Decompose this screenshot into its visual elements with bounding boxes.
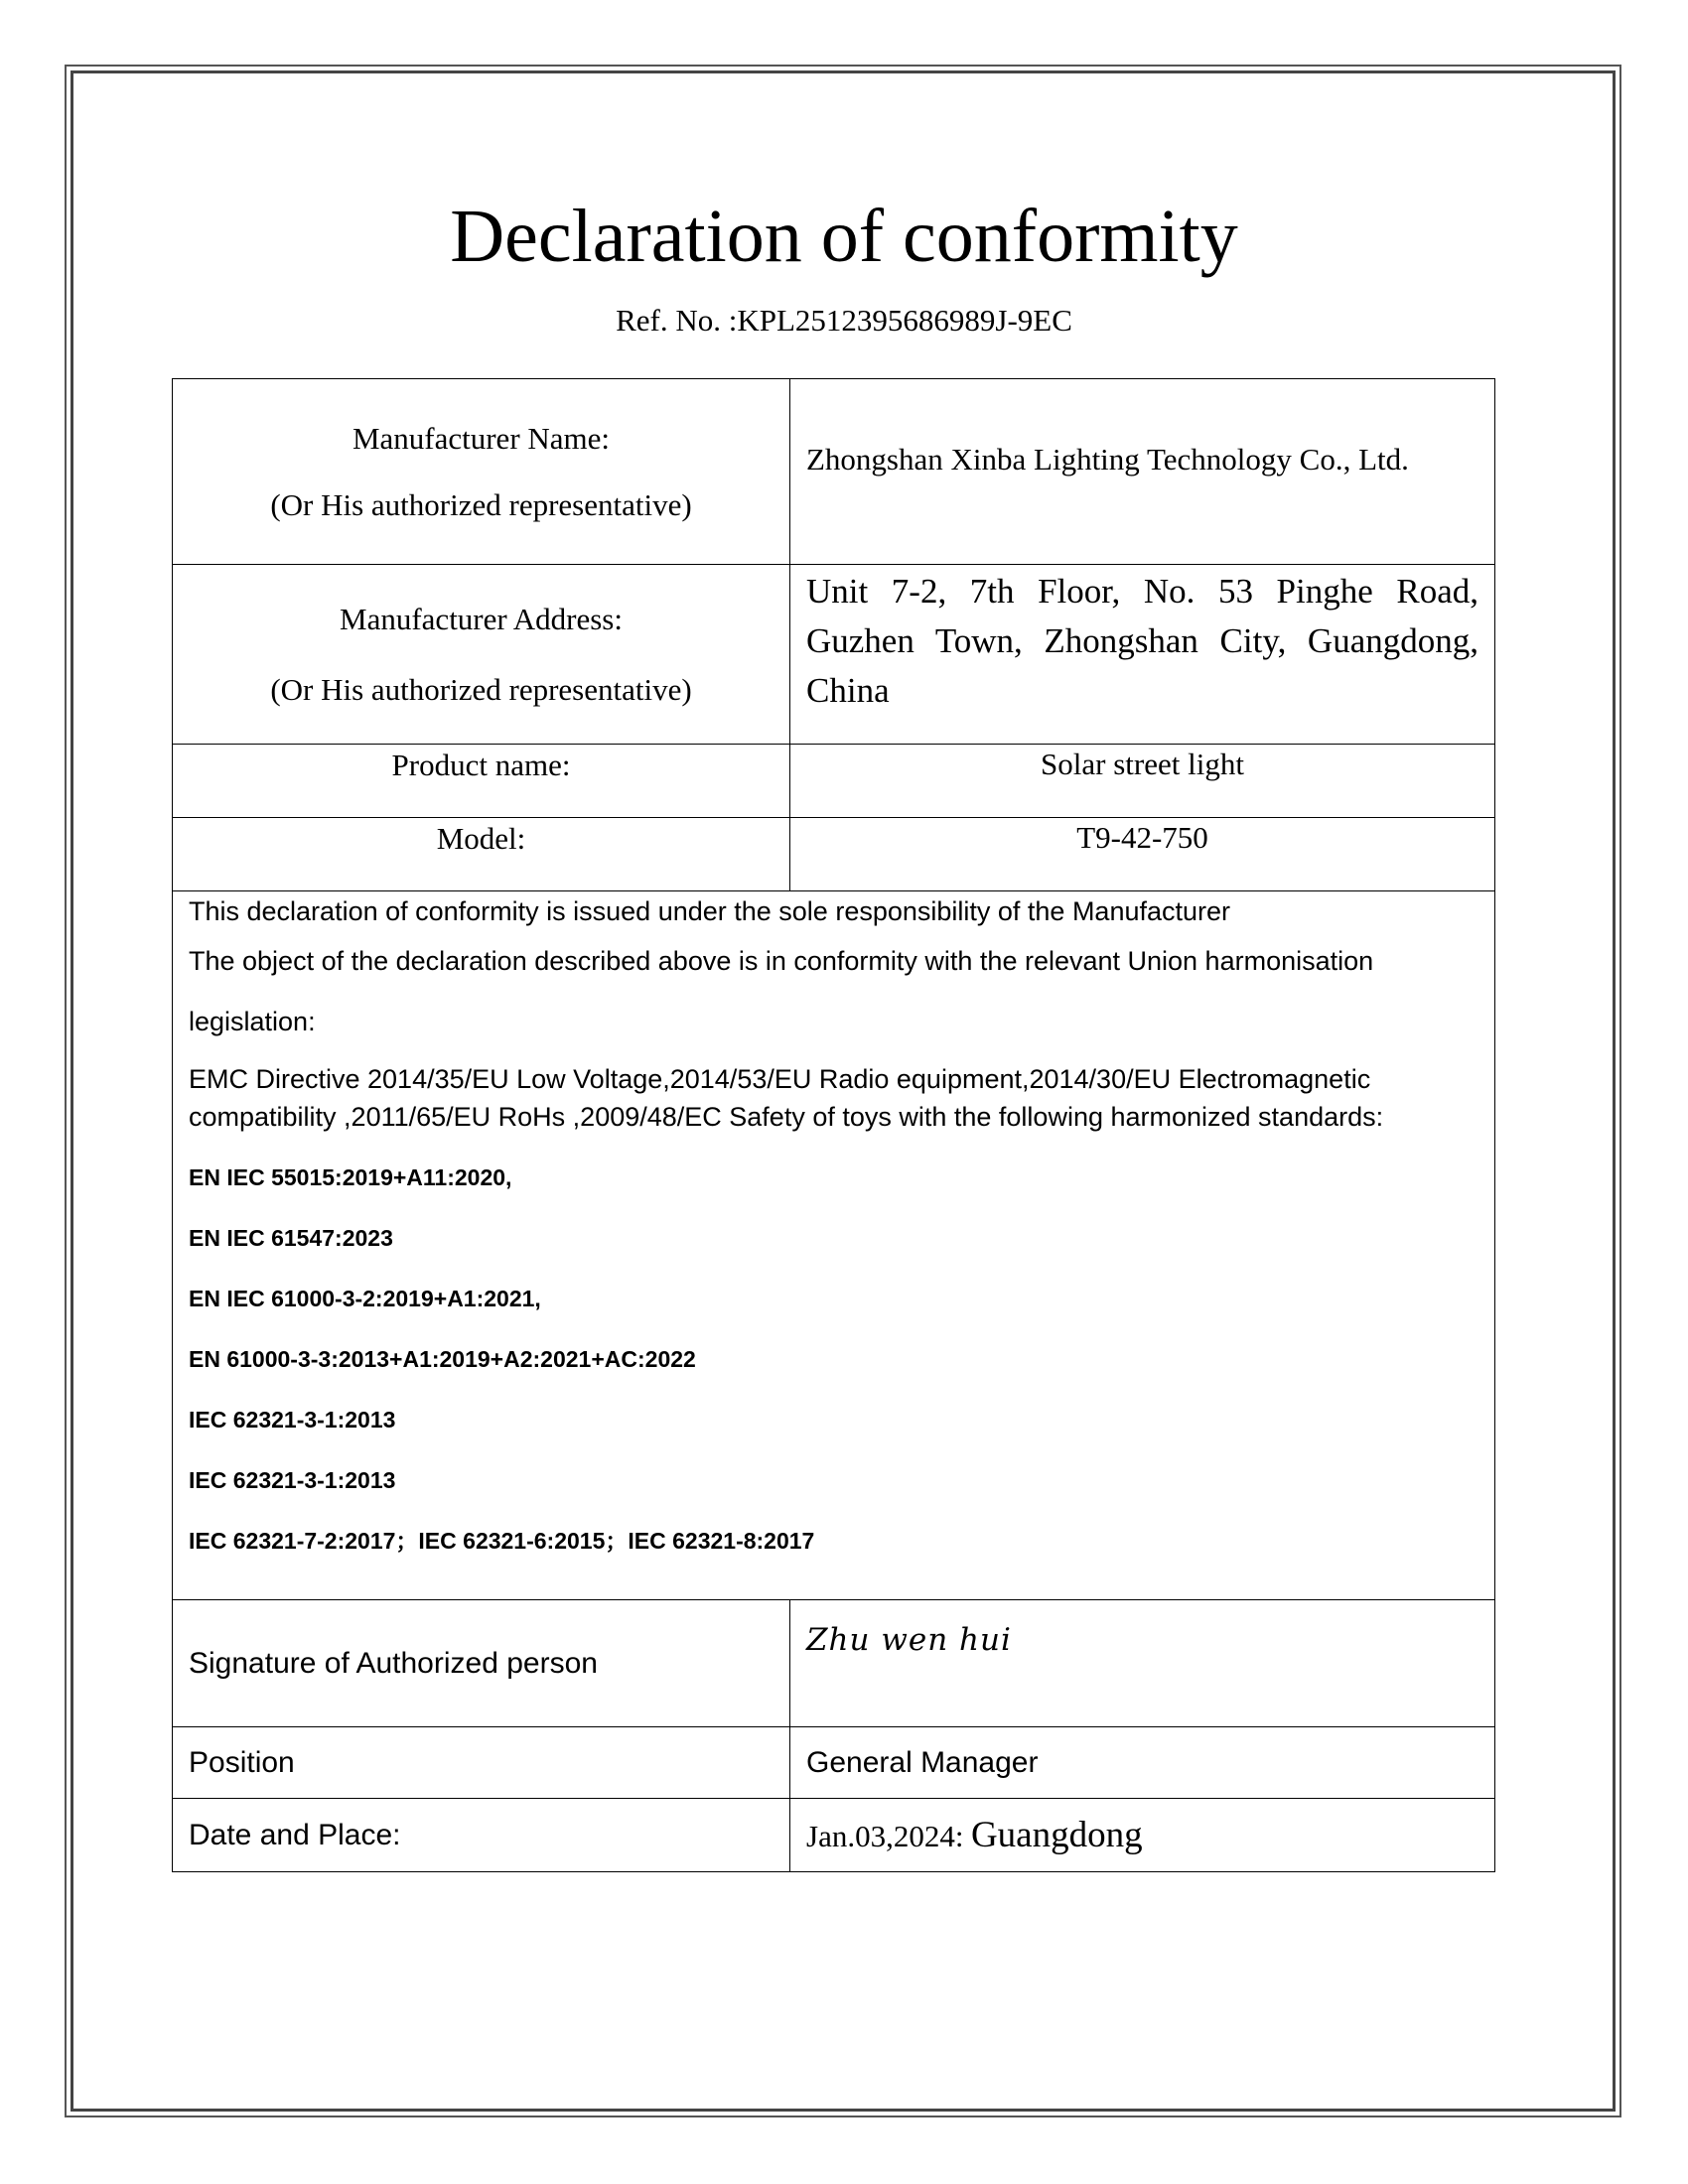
manufacturer-address-row: [173, 565, 1495, 745]
manufacturer-name-value: Zhongshan Xinba Lighting Technology Co., Ltd.: [790, 379, 1495, 565]
signature-label: Signature of Authorized person: [173, 1600, 790, 1727]
declaration-body-row: [173, 891, 1495, 1600]
manufacturer-address-value: Unit 7-2, 7th Floor, No. 53 Pinghe Road, Guzhen Town, Zhongshan City, Guangdong, China: [790, 565, 1495, 745]
conformity-statement: The object of the declaration described above is in conformity with the relevant Union harmonisation: [189, 946, 1374, 976]
date-place-row: [173, 1799, 1495, 1872]
manufacturer-name-row: [173, 379, 1495, 565]
model-value: T9-42-750: [790, 818, 1495, 891]
product-name-row: [173, 745, 1495, 818]
date-place-value: [790, 1799, 1495, 1872]
place-value: Guangdong: [970, 1815, 1143, 1855]
handwritten-signature: Zhu wen hui: [806, 1622, 1012, 1658]
date-place-label: Date and Place:: [173, 1799, 790, 1872]
signature-row: [173, 1600, 1495, 1727]
position-value: General Manager: [790, 1727, 1495, 1799]
authorized-rep-label: (Or His authorized representative): [270, 672, 692, 707]
standard-item: EN IEC 61547:2023: [189, 1225, 393, 1251]
product-name-label: Product name:: [173, 745, 790, 818]
date-value: Jan.03,2024:: [806, 1819, 964, 1853]
standard-item: IEC 62321-7-2:2017；IEC 62321-6:2015；IEC 62321-8:2017: [189, 1528, 815, 1554]
declaration-table: [172, 378, 1495, 1872]
model-label: Model:: [173, 818, 790, 891]
position-label: Position: [173, 1727, 790, 1799]
standard-item: EN 61000-3-3:2013+A1:2019+A2:2021+AC:2022: [189, 1346, 696, 1372]
ref-label: Ref. No. :: [616, 303, 738, 338]
reference-number: [0, 303, 1688, 339]
document-title: Declaration of conformity: [450, 195, 1238, 278]
manufacturer-name-label-cell: [173, 379, 790, 565]
authorized-rep-label: (Or His authorized representative): [270, 487, 692, 522]
standard-item: EN IEC 61000-3-2:2019+A1:2021,: [189, 1286, 541, 1311]
standard-item: IEC 62321-3-1:2013: [189, 1407, 396, 1433]
product-name-value: Solar street light: [790, 745, 1495, 818]
position-row: [173, 1727, 1495, 1799]
ref-value: KPL2512395686989J-9EC: [737, 303, 1072, 338]
signature-cell: [790, 1600, 1495, 1727]
model-row: [173, 818, 1495, 891]
manufacturer-address-label-cell: [173, 565, 790, 745]
standard-item: EN IEC 55015:2019+A11:2020,: [189, 1164, 512, 1190]
standard-item: IEC 62321-3-1:2013: [189, 1467, 396, 1493]
directives-list: EMC Directive 2014/35/EU Low Voltage,2014/53/EU Radio equipment,2014/30/EU Electromagnetic compatibility ,2011/65/EU RoHs ,2009/48/EC Safety of toys with the following harmonized standards:: [189, 1064, 1384, 1132]
responsibility-statement: This declaration of conformity is issued under the sole responsibility of the Manufacturer: [189, 896, 1231, 926]
manufacturer-address-label: Manufacturer Address:: [340, 601, 623, 636]
declaration-body: [173, 891, 1495, 1600]
manufacturer-name-label: Manufacturer Name:: [352, 420, 611, 456]
legislation-label: legislation:: [189, 1007, 316, 1036]
